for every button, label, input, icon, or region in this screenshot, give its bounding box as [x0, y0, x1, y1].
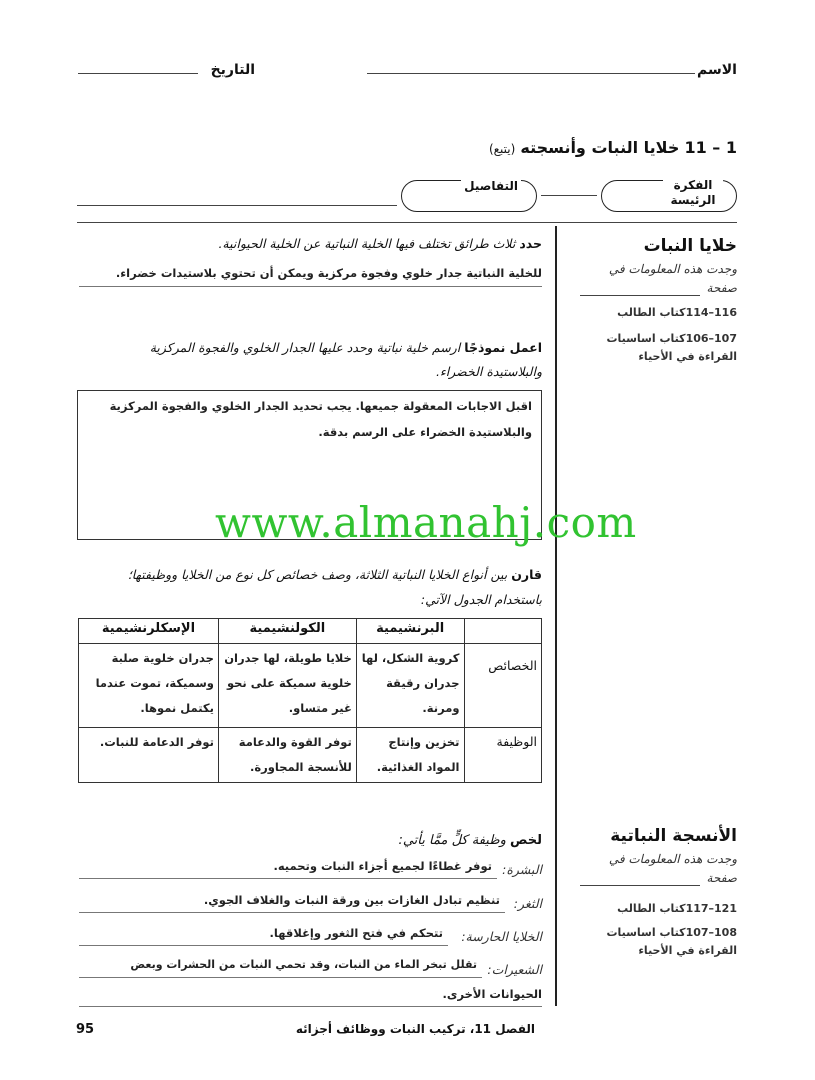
sidebar2-ref-student-book: 121–117كتاب الطالب: [617, 902, 737, 915]
sidebar2-ref-basics: 108–107كتاب اساسيات: [606, 926, 737, 939]
details-label: التفاصيل: [461, 179, 521, 193]
q3-text-cont: باستخدام الجدول الآتي:: [420, 592, 542, 607]
table-row: [79, 644, 542, 728]
q4-label-trichomes: الشعيرات:: [487, 962, 542, 977]
table-header-sclerenchyma: الإسكلرنشيمية: [79, 619, 219, 644]
column-divider: [555, 226, 557, 1006]
watermark: www.almanahj.com: [215, 498, 637, 547]
q4-answer-trichomes-cont: الحيوانات الأخرى.: [442, 987, 542, 1001]
sidebar-ref-basics: 107–106كتاب اساسيات: [606, 332, 737, 345]
q4-line-1: [79, 878, 497, 879]
q4-answer-guard-cells[interactable]: تتحكم في فتح الثغور وإغلاقها.: [269, 926, 443, 940]
q3-prompt: [128, 567, 542, 582]
sidebar-title-plant-cells: خلايا النبات: [643, 236, 737, 256]
top-rule: [77, 222, 737, 223]
table-cell[interactable]: تخزين وإنتاج المواد الغذائية.: [356, 728, 464, 783]
q1-text: ثلاث طرائق تختلف فيها الخلية النباتية عن الخلية الحيوانية.: [218, 236, 516, 251]
q2-text-cont: والبلاستيدة الخضراء.: [435, 364, 542, 379]
q2-prompt: [150, 340, 542, 355]
table-header-parenchyma: البرنشيمية: [356, 619, 464, 644]
q4-answer-trichomes[interactable]: تقلل تبخر الماء من النبات، وقد تحمي النبات من الحشرات وبعض: [130, 958, 477, 971]
table-cell[interactable]: خلايا طويلة، لها جدران خلوية سميكة على نحو غير متساو.: [218, 644, 356, 728]
page-line-2[interactable]: [580, 885, 700, 886]
sidebar-ref-student-book: 116–114كتاب الطالب: [617, 306, 737, 319]
q2-answer-line1: اقبل الاجابات المعقولة جميعها. يجب تحديد الجدار الخلوي والفجوة المركزية: [109, 399, 532, 413]
table-cell[interactable]: توفر الدعامة للنبات.: [79, 728, 219, 783]
q2-answer-line2: والبلاستيدة الخضراء على الرسم بدقة.: [318, 425, 532, 439]
q4-label-guard-cells: الخلايا الحارسة:: [461, 929, 542, 944]
main-idea-label: الفكرة الرئيسة: [663, 178, 723, 208]
date-label: التاريخ: [210, 62, 255, 78]
table-header-collenchyma: الكولنشيمية: [218, 619, 356, 644]
q1-answer[interactable]: للخلية النباتية جدار خلوي وفجوة مركزية ويمكن أن تحتوي بلاستيدات خضراء.: [115, 266, 542, 280]
q4-line-4: [79, 977, 482, 978]
date-line[interactable]: [78, 73, 198, 74]
tabs-line: [77, 205, 397, 206]
q4-line-2: [79, 912, 505, 913]
q4-answer-stoma[interactable]: تنظيم تبادل الغازات بين ورقة النبات والغلاف الجوي.: [203, 893, 500, 907]
q4-label-stoma: الثغر:: [513, 896, 542, 911]
row-label-characteristics: الخصائص: [464, 644, 542, 728]
sidebar-subtitle-page: صفحة: [706, 281, 737, 295]
table-header-row: [79, 619, 542, 644]
section-cont: (يتبع): [488, 142, 516, 156]
footer-chapter: الفصل 11، تركيب النبات ووظائف أجزائه: [295, 1022, 535, 1036]
table-cell[interactable]: توفر القوة والدعامة للأنسجة المجاورة.: [218, 728, 356, 783]
q4-label-epidermis: البشرة:: [502, 862, 542, 877]
cell-types-table: [78, 618, 542, 783]
tab-connector: [541, 195, 597, 196]
section-number: 1 – 11: [684, 138, 737, 157]
q3-text: بين أنواع الخلايا النباتية الثلاثة، وصف خصائص كل نوع من الخلايا ووظيفتها؛: [127, 567, 508, 582]
q4-prompt: [398, 833, 542, 848]
table-cell[interactable]: كروية الشكل، لها جدران رقيقة ومرنة.: [356, 644, 464, 728]
q1-verb: حدد: [519, 236, 542, 251]
sidebar2-ref-reading: القراءة في الأحياء: [638, 944, 737, 957]
sidebar2-subtitle: وجدت هذه المعلومات في: [608, 852, 737, 866]
sidebar-subtitle: وجدت هذه المعلومات في: [608, 262, 737, 276]
sidebar2-subtitle-page: صفحة: [706, 871, 737, 885]
section-title: [489, 138, 737, 157]
q3-verb: قارن: [511, 567, 542, 582]
q1-prompt: [218, 236, 542, 251]
q4-line-5: [79, 1006, 542, 1007]
q2-verb: اعمل نموذجًا: [464, 340, 542, 355]
q4-line-3: [79, 945, 448, 946]
q4-answer-epidermis[interactable]: توفر غطاءًا لجميع أجزاء النبات وتحميه.: [273, 859, 492, 873]
table-row: [79, 728, 542, 783]
name-line[interactable]: [367, 73, 695, 74]
q4-verb: لخص: [510, 833, 542, 848]
name-label: الاسم: [697, 62, 737, 78]
q2-text: ارسم خلية نباتية وحدد عليها الجدار الخلوي والفجوة المركزية: [149, 340, 461, 355]
row-label-function: الوظيفة: [464, 728, 542, 783]
section-name: خلايا النبات وأنسجته: [520, 138, 680, 157]
footer-page-number: 95: [76, 1022, 95, 1037]
q1-answer-line: [79, 286, 542, 287]
table-cell[interactable]: جدران خلوية صلبة وسميكة، تموت عندما يكتمل نموها.: [79, 644, 219, 728]
table-corner: [464, 619, 542, 644]
page-line[interactable]: [580, 295, 700, 296]
sidebar-title-plant-tissues: الأنسجة النباتية: [610, 826, 737, 846]
sidebar-ref-reading: القراءة في الأحياء: [638, 350, 737, 363]
q4-text: وظيفة كلٍّ ممَّا يأتي:: [398, 833, 506, 848]
